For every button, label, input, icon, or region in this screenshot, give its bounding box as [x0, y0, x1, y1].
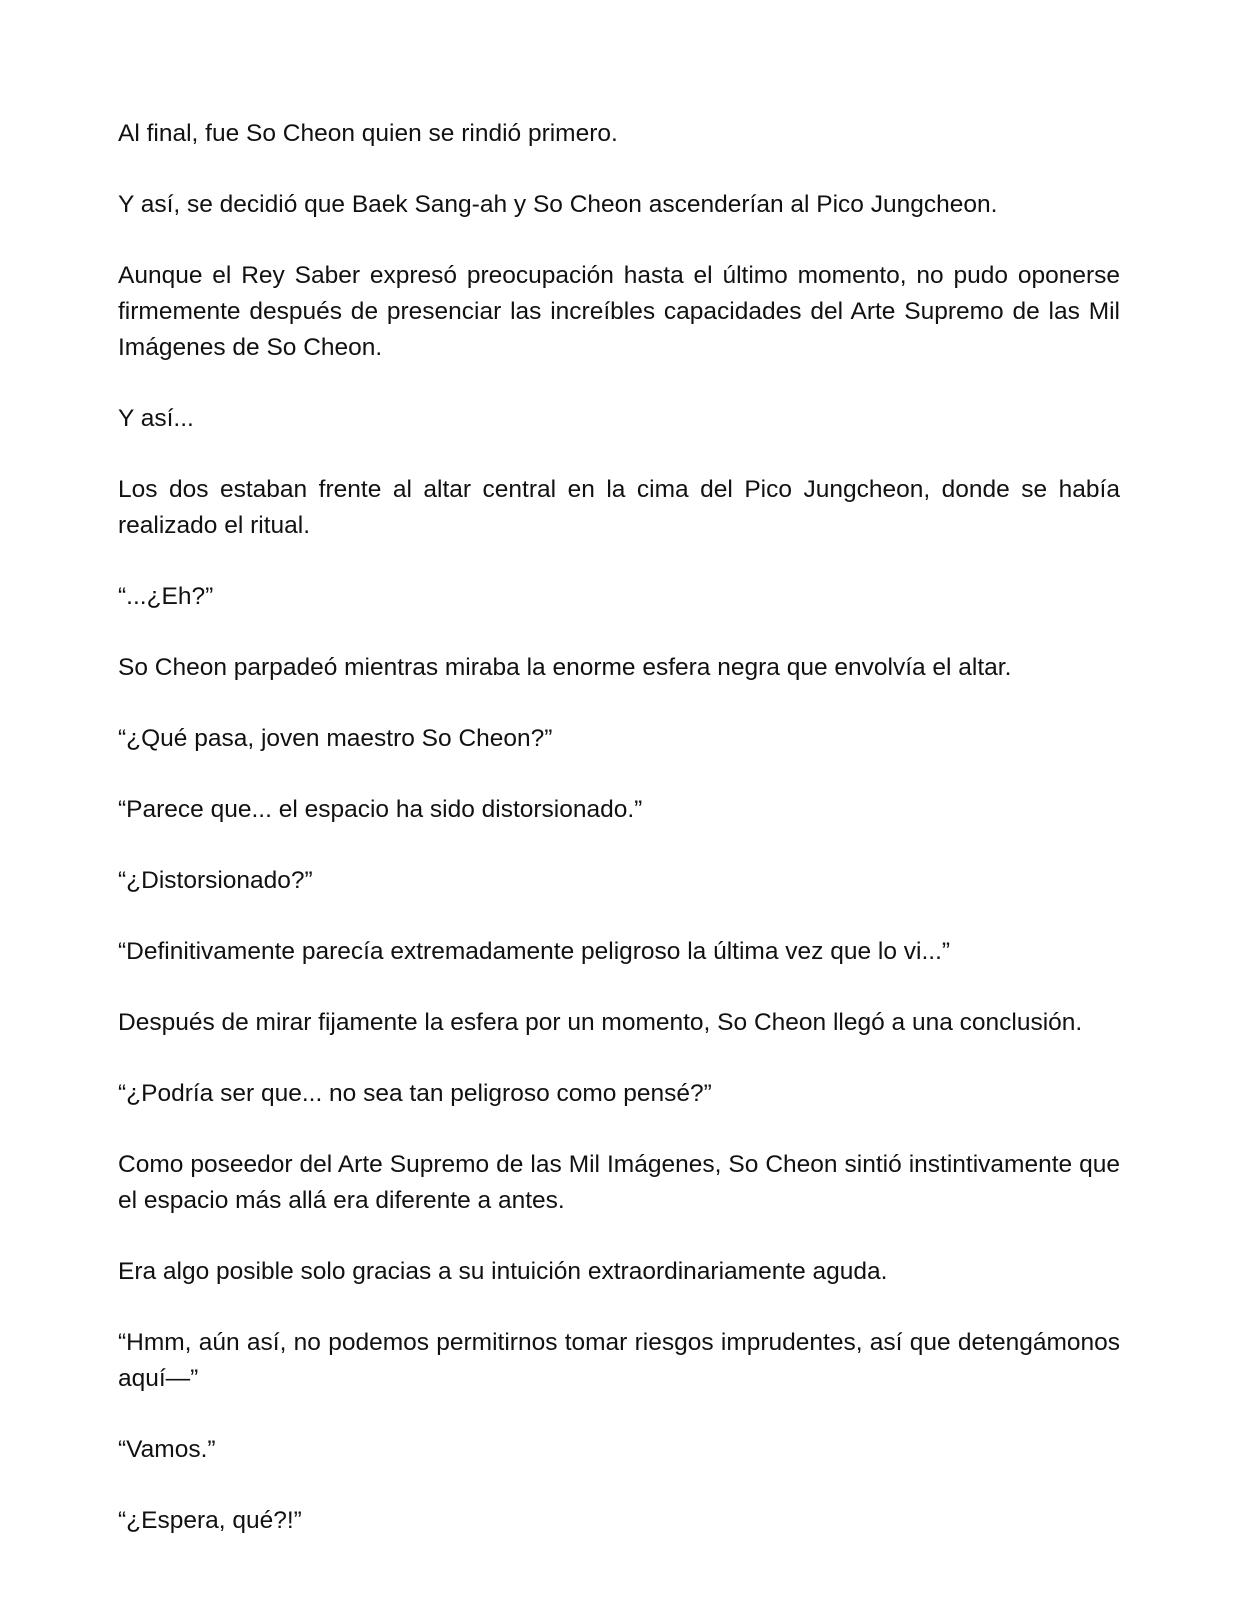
dialogue-line: “¿Espera, qué?!” — [118, 1507, 302, 1534]
dialogue-line: “¿Podría ser que... no sea tan peligroso como pensé?” — [118, 1080, 712, 1107]
paragraph: Después de mirar fijamente la esfera por un momento, So Cheon llegó a una conclusión. — [118, 1009, 1083, 1036]
paragraph: Y así, se decidió que Baek Sang-ah y So Cheon ascenderían al Pico Jungcheon. — [118, 191, 998, 218]
dialogue-line: “¿Qué pasa, joven maestro So Cheon?” — [118, 725, 553, 752]
paragraph: Era algo posible solo gracias a su intuición extraordinariamente aguda. — [118, 1258, 888, 1285]
paragraph: Y así... — [118, 405, 194, 432]
paragraph: Como poseedor del Arte Supremo de las Mil Imágenes, So Cheon sintió instintivamente que el espacio más allá era diferente a antes. — [118, 1151, 1120, 1214]
dialogue-line: “Definitivamente parecía extremadamente peligroso la última vez que lo vi...” — [118, 938, 951, 965]
paragraph: Al final, fue So Cheon quien se rindió primero. — [118, 120, 618, 147]
paragraph: Aunque el Rey Saber expresó preocupación hasta el último momento, no pudo oponerse firmemente después de presenciar las increíbles capacidades del Arte Supremo de las Mil Imágenes de So Cheon. — [118, 262, 1120, 361]
dialogue-line: “Parece que... el espacio ha sido distorsionado.” — [118, 796, 643, 823]
dialogue-line: “Vamos.” — [118, 1436, 216, 1463]
paragraph: Los dos estaban frente al altar central en la cima del Pico Jungcheon, donde se había realizado el ritual. — [118, 476, 1120, 539]
dialogue-line: “¿Distorsionado?” — [118, 867, 313, 894]
body-text — [118, 116, 1120, 1574]
dialogue-line: “...¿Eh?” — [118, 583, 214, 610]
paragraph: So Cheon parpadeó mientras miraba la enorme esfera negra que envolvía el altar. — [118, 654, 1012, 681]
dialogue-line: “Hmm, aún así, no podemos permitirnos tomar riesgos imprudentes, así que detengámonos aquí—” — [118, 1329, 1120, 1392]
